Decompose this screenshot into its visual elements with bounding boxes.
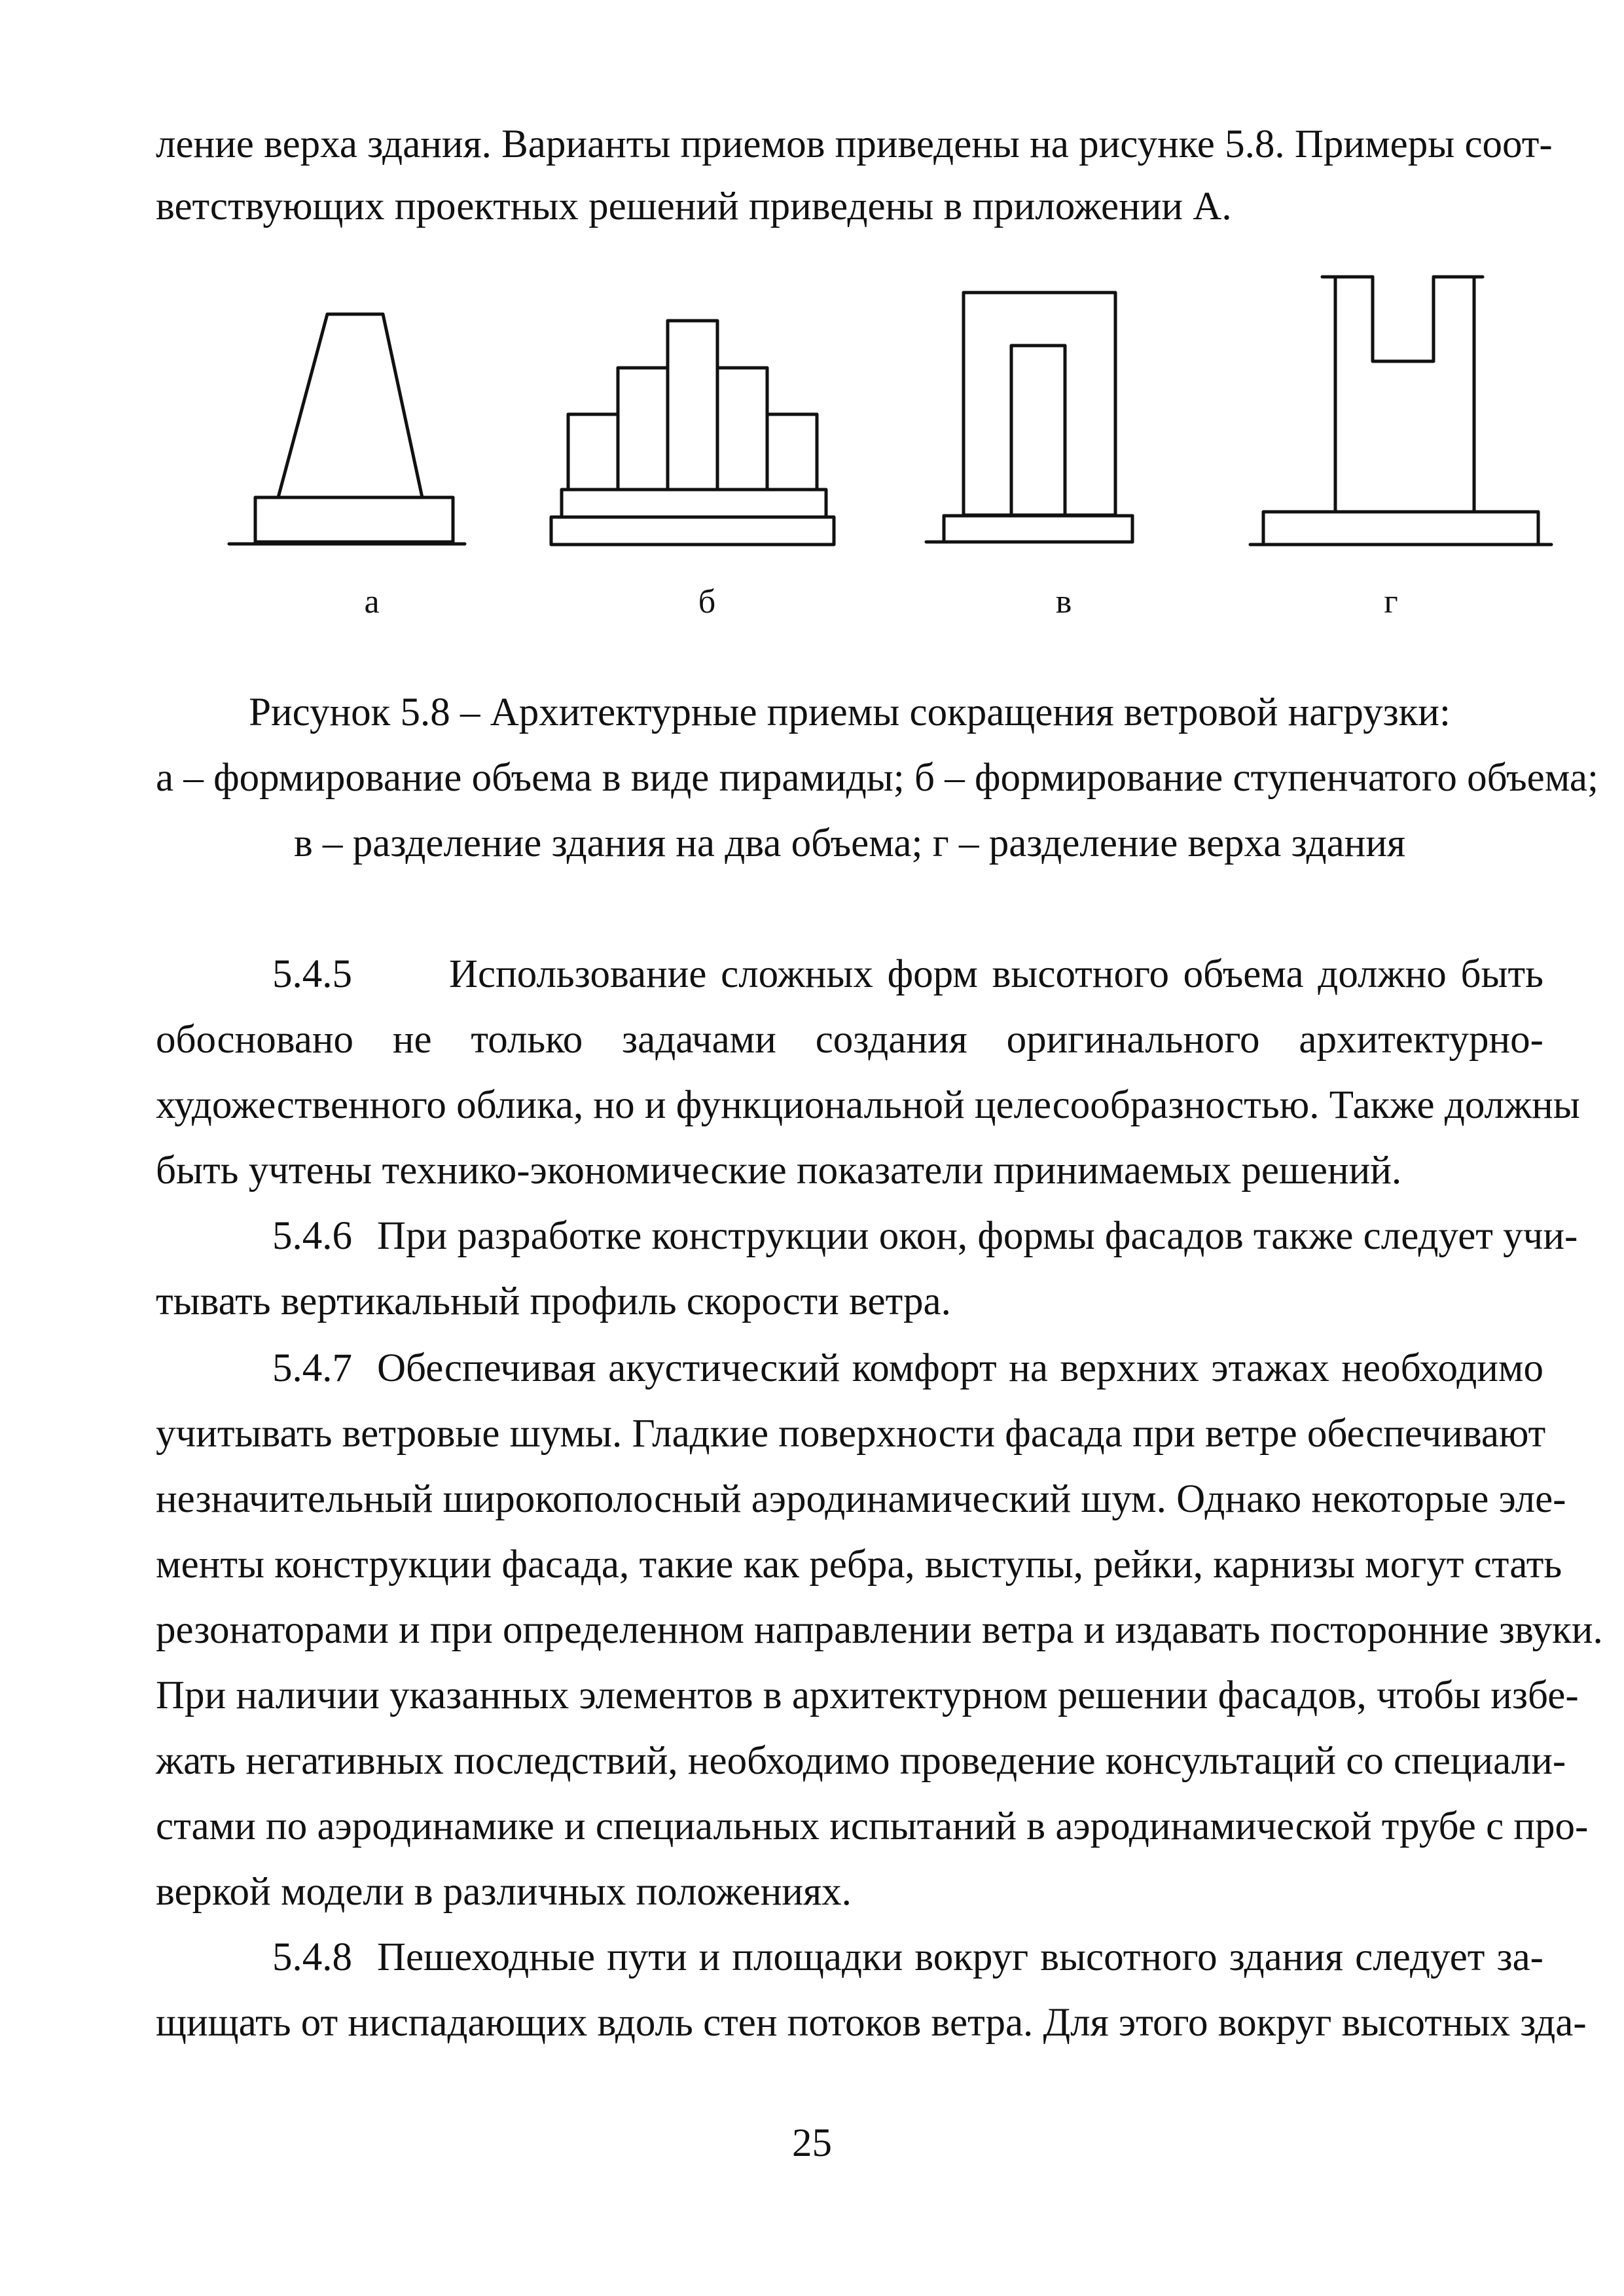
paragraph-line: При наличии указанных элементов в архитектурном решении фасадов, чтобы избе- [156, 1674, 1579, 1717]
sketch-two-volumes [926, 293, 1132, 542]
sketch-stepped-volume [551, 321, 834, 545]
figure-5-8 [216, 255, 1578, 563]
paragraph-line: жать негативных последствий, необходимо проведение консультаций со специали- [156, 1739, 1566, 1783]
section-number: 5.4.7 [272, 1346, 352, 1390]
paragraph-line: При разработке конструкции окон, формы фасадов также следует учи- [377, 1214, 1578, 1258]
paragraph-line: тывать вертикальный профиль скорости ветра. [156, 1280, 951, 1323]
paragraph-line: Использование сложных форм высотного объема должно быть [449, 952, 1543, 996]
paragraph-line: щищать от ниспадающих вдоль стен потоков ветра. Для этого вокруг высотных зда- [156, 2001, 1587, 2045]
figure-caption-line-3: в – разделение здания на два объема; г – разделение верха здания [293, 821, 1406, 865]
paragraph-line: художественного облика, но и функциональной целесообразностью. Также должны [156, 1083, 1580, 1127]
section-number: 5.4.5 [272, 952, 352, 996]
paragraph-line: менты конструкции фасада, такие как ребра, выступы, рейки, карнизы могут стать [156, 1543, 1562, 1587]
page-number: 25 [792, 2121, 832, 2165]
section-545-first-line [156, 954, 1543, 994]
sketch-pyramid [229, 314, 465, 544]
figure-label-g: г [1384, 583, 1398, 620]
section-548-first-line [156, 1937, 1543, 1977]
section-number: 5.4.8 [272, 1935, 352, 1979]
figure-label-a: а [364, 583, 380, 620]
figure-caption-line-2: а – формирование объема в виде пирамиды; б – формирование ступенчатого объема; [156, 756, 1598, 800]
paragraph-line: веркой модели в различных положениях. [156, 1870, 852, 1914]
figure-caption-line-1: Рисунок 5.8 – Архитектурные приемы сокращения ветровой нагрузки: [249, 691, 1451, 734]
paragraph-line: учитывать ветровые шумы. Гладкие поверхности фасада при ветре обеспечивают [156, 1412, 1546, 1456]
figure-label-v: в [1055, 583, 1072, 620]
section-546-first-line [156, 1214, 1578, 1258]
paragraph-line: стами по аэродинамике и специальных испытаний в аэродинамической трубе с про- [156, 1804, 1589, 1848]
sketch-split-top [1250, 277, 1551, 545]
section-number: 5.4.6 [272, 1214, 352, 1258]
paragraph-line: быть учтены технико-экономические показатели принимаемых решений. [156, 1149, 1402, 1193]
paragraph-line: обосновано не только задачами создания оригинального архитектурно- [156, 1018, 1543, 1062]
figure-label-b: б [698, 583, 716, 620]
intro-line-1: ление верха здания. Варианты приемов приведены на рисунке 5.8. Примеры соот- [156, 122, 1553, 166]
paragraph-line: резонаторами и при определенном направлении ветра и издавать посторонние звуки. [156, 1608, 1603, 1652]
paragraph-line: Обеспечивая акустический комфорт на верхних этажах необходимо [377, 1346, 1543, 1390]
paragraph-line: Пешеходные пути и площадки вокруг высотного здания следует за- [377, 1935, 1543, 1979]
paragraph-line: незначительный широкополосный аэродинамический шум. Однако некоторые эле- [156, 1477, 1566, 1521]
section-547-first-line [156, 1348, 1543, 1388]
intro-line-2: ветствующих проектных решений приведены в приложении А. [156, 185, 1232, 228]
